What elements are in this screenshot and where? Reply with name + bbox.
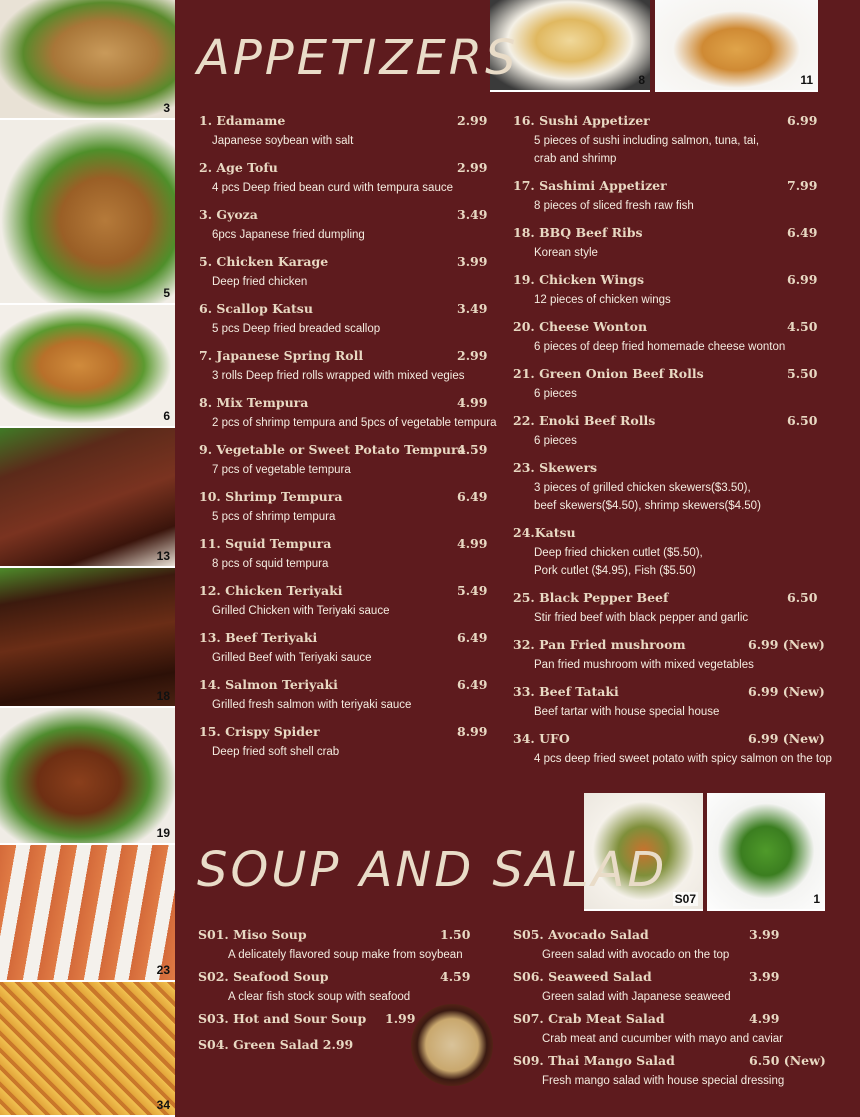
- item-description: 4 pcs deep fried sweet potato with spicy salmon on the top: [534, 753, 832, 765]
- photo-number: 3: [163, 101, 170, 115]
- item-price: 3.99: [749, 969, 780, 984]
- photo-number: 13: [156, 549, 170, 563]
- photo-number: 1: [813, 892, 820, 906]
- item-price: 2.99: [457, 348, 488, 363]
- menu-item: [513, 927, 780, 964]
- item-name: 10. Shrimp Tempura: [199, 489, 343, 504]
- item-name: 13. Beef Teriyaki: [199, 630, 318, 645]
- item-name: S03. Hot and Sour Soup: [198, 1011, 367, 1026]
- menu-item: [513, 178, 818, 215]
- menu-item: [513, 319, 818, 356]
- menu-item: [198, 1037, 353, 1052]
- photo-number: 5: [163, 286, 170, 300]
- menu-item: [513, 731, 832, 768]
- item-price: 3.99: [457, 254, 488, 269]
- item-description: Deep fried chicken cutlet ($5.50), Pork cutlet ($4.95), Fish ($5.50): [534, 547, 703, 577]
- item-name: 17. Sashimi Appetizer: [513, 178, 667, 193]
- photo-number: 8: [638, 73, 645, 87]
- photo-chicken-wings: [0, 708, 175, 845]
- photo-shrimp: [0, 845, 175, 982]
- menu-item: [513, 272, 818, 309]
- menu-item: [513, 460, 761, 515]
- photo-number: 34: [156, 1098, 170, 1112]
- item-price: 4.50: [787, 319, 818, 334]
- item-description: Grilled Beef with Teriyaki sauce: [212, 652, 372, 664]
- menu-item: [199, 583, 488, 620]
- soup-salad-title: SOUP AND SALAD: [197, 842, 668, 898]
- item-description: Green salad with Japanese seaweed: [542, 991, 731, 1003]
- item-price: 6.50: [787, 590, 818, 605]
- item-price: 6.99 (New): [748, 684, 825, 699]
- item-name: 3. Gyoza: [199, 207, 258, 222]
- item-name: S06. Seaweed Salad: [513, 969, 652, 984]
- item-description: Deep fried chicken: [212, 276, 308, 288]
- item-name: 19. Chicken Wings: [513, 272, 644, 287]
- photo-squid-rings: [655, 0, 818, 92]
- item-description: 7 pcs of vegetable tempura: [212, 464, 351, 476]
- menu-item: [199, 630, 488, 667]
- item-description: Fresh mango salad with house special dressing: [542, 1075, 785, 1087]
- photo-strip: [0, 0, 175, 1117]
- menu-item: [199, 395, 496, 432]
- menu-item: [513, 637, 825, 674]
- menu-item: [199, 724, 488, 761]
- item-price: 6.49: [457, 630, 488, 645]
- menu-item: [513, 590, 818, 627]
- item-name: 16. Sushi Appetizer: [513, 113, 650, 128]
- item-description: Crab meat and cucumber with mayo and caviar: [542, 1033, 783, 1045]
- menu-item: [513, 684, 825, 721]
- item-description: Grilled fresh salmon with teriyaki sauce: [212, 699, 412, 711]
- item-name: 18. BBQ Beef Ribs: [513, 225, 643, 240]
- item-name: 23. Skewers: [513, 460, 598, 475]
- item-price: 8.99: [457, 724, 488, 739]
- item-name: 21. Green Onion Beef Rolls: [513, 366, 704, 381]
- item-description: Korean style: [534, 247, 598, 259]
- item-price: 6.50 (New): [749, 1053, 826, 1068]
- item-price: 5.50: [787, 366, 818, 381]
- item-price: 7.99: [787, 178, 818, 193]
- menu-item: [199, 160, 488, 197]
- menu-item: [198, 1011, 416, 1026]
- item-price: 6.49: [457, 489, 488, 504]
- item-description: A clear fish stock soup with seafood: [228, 991, 411, 1003]
- item-name: S01. Miso Soup: [198, 927, 307, 942]
- menu-item: [513, 413, 818, 450]
- item-price: 3.99: [749, 927, 780, 942]
- item-name: 8. Mix Tempura: [199, 395, 309, 410]
- item-description: A delicately flavored soup make from soybean: [228, 949, 463, 961]
- item-description: 8 pcs of squid tempura: [212, 558, 329, 570]
- item-name: 1. Edamame: [199, 113, 286, 128]
- item-description: 5 pcs of shrimp tempura: [212, 511, 336, 523]
- item-price: 2.99: [457, 160, 488, 175]
- menu-item: [513, 225, 818, 262]
- item-name: 32. Pan Fried mushroom: [513, 637, 686, 652]
- appetizers-title: APPETIZERS: [197, 30, 519, 86]
- item-price: 6.99 (New): [748, 637, 825, 652]
- item-name: 7. Japanese Spring Roll: [199, 348, 364, 363]
- item-name: S04. Green Salad 2.99: [198, 1037, 354, 1052]
- item-price: 3.49: [457, 301, 488, 316]
- item-name: 33. Beef Tataki: [513, 684, 619, 699]
- photo-number: S07: [674, 892, 696, 906]
- item-description: Deep fried soft shell crab: [212, 746, 340, 758]
- item-name: 2. Age Tofu: [199, 160, 278, 175]
- item-name: 25. Black Pepper Beef: [513, 590, 669, 605]
- item-description: 8 pieces of sliced fresh raw fish: [534, 200, 694, 212]
- item-name: 15. Crispy Spider: [199, 724, 320, 739]
- photo-scallop-katsu: [0, 305, 175, 428]
- item-description: 6 pieces: [534, 388, 577, 400]
- menu-item: [513, 113, 818, 168]
- item-name: 9. Vegetable or Sweet Potato Tempura: [199, 442, 466, 457]
- item-description: 5 pieces of sushi including salmon, tuna, tai, crab and shrimp: [534, 135, 760, 165]
- item-description: 6pcs Japanese fried dumpling: [212, 229, 365, 241]
- item-name: S09. Thai Mango Salad: [513, 1053, 675, 1068]
- item-description: Japanese soybean with salt: [212, 135, 354, 147]
- item-name: 5. Chicken Karage: [199, 254, 329, 269]
- photo-ufo: [0, 982, 175, 1117]
- menu-item: [199, 254, 488, 291]
- menu-item: [513, 525, 703, 580]
- photo-number: 23: [156, 963, 170, 977]
- photo-bbq-ribs: [0, 568, 175, 708]
- item-name: S02. Seafood Soup: [198, 969, 329, 984]
- item-price: 4.59: [457, 442, 488, 457]
- menu-item: [513, 1011, 783, 1048]
- item-price: 6.99 (New): [748, 731, 825, 746]
- photo-number: 11: [800, 73, 813, 87]
- item-description: Stir fried beef with black pepper and garlic: [534, 612, 749, 624]
- item-description: 2 pcs of shrimp tempura and 5pcs of vegetable tempura: [212, 417, 497, 429]
- item-price: 6.99: [787, 113, 818, 128]
- menu-item: [513, 969, 780, 1006]
- item-price: 6.49: [457, 677, 488, 692]
- menu-item: [513, 1053, 826, 1090]
- menu-item: [199, 113, 488, 150]
- photo-edamame: [707, 793, 825, 911]
- item-price: 4.59: [440, 969, 471, 984]
- menu-item: [199, 301, 488, 338]
- photo-number: 6: [163, 409, 170, 423]
- item-description: 5 pcs Deep fried breaded scallop: [212, 323, 381, 335]
- item-name: 6. Scallop Katsu: [199, 301, 313, 316]
- item-description: 6 pieces: [534, 435, 577, 447]
- photo-gyoza: [0, 0, 175, 120]
- item-name: S05. Avocado Salad: [513, 927, 649, 942]
- item-price: 4.99: [457, 395, 488, 410]
- menu-item: [198, 927, 471, 964]
- item-name: 34. UFO: [513, 731, 570, 746]
- item-name: 12. Chicken Teriyaki: [199, 583, 343, 598]
- item-price: 1.99: [385, 1011, 416, 1026]
- item-description: Pan fried mushroom with mixed vegetables: [534, 659, 754, 671]
- item-name: 24.Katsu: [513, 525, 576, 540]
- item-description: 12 pieces of chicken wings: [534, 294, 671, 306]
- menu-item: [199, 677, 488, 714]
- photo-beef-tataki: [0, 428, 175, 568]
- menu-item: [199, 489, 488, 526]
- item-name: 14. Salmon Teriyaki: [199, 677, 338, 692]
- item-name: 20. Cheese Wonton: [513, 319, 648, 334]
- item-description: 3 rolls Deep fried rolls wrapped with mixed vegies: [212, 370, 465, 382]
- item-price: 6.50: [787, 413, 818, 428]
- item-name: 22. Enoki Beef Rolls: [513, 413, 656, 428]
- item-description: 6 pieces of deep fried homemade cheese wonton: [534, 341, 786, 353]
- item-price: 5.49: [457, 583, 488, 598]
- menu-item: [199, 536, 488, 573]
- item-price: 4.99: [457, 536, 488, 551]
- menu-item: [199, 442, 488, 479]
- menu-item: [198, 969, 471, 1006]
- item-price: 4.99: [749, 1011, 780, 1026]
- item-price: 1.50: [440, 927, 471, 942]
- item-price: 2.99: [457, 113, 488, 128]
- photo-chicken-karage: [0, 120, 175, 305]
- item-price: 6.99: [787, 272, 818, 287]
- photo-number: 18: [156, 689, 170, 703]
- menu-item: [199, 348, 488, 385]
- item-description: Beef tartar with house special house: [534, 706, 720, 718]
- photo-number: 19: [156, 826, 170, 840]
- item-description: 3 pieces of grilled chicken skewers($3.50), beef skewers($4.50), shrimp skewers($4.50): [534, 482, 761, 512]
- item-description: Grilled Chicken with Teriyaki sauce: [212, 605, 390, 617]
- menu-item: [513, 366, 818, 403]
- item-description: 4 pcs Deep fried bean curd with tempura sauce: [212, 182, 453, 194]
- menu-item: [199, 207, 488, 244]
- item-price: 6.49: [787, 225, 818, 240]
- miso-soup-bowl-photo: [411, 1004, 493, 1086]
- item-name: S07. Crab Meat Salad: [513, 1011, 665, 1026]
- item-name: 11. Squid Tempura: [199, 536, 332, 551]
- item-description: Green salad with avocado on the top: [542, 949, 730, 961]
- item-price: 3.49: [457, 207, 488, 222]
